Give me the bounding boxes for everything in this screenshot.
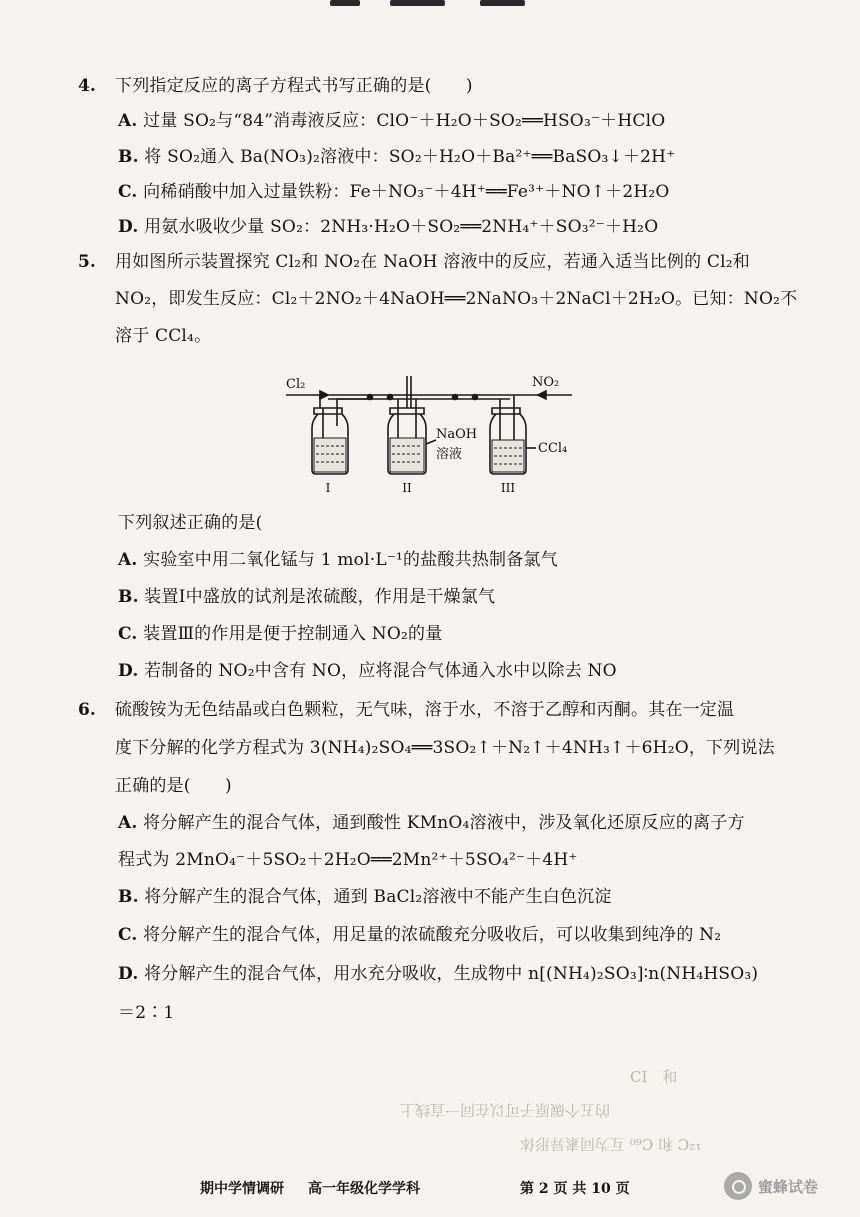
q5-option-b bbox=[118, 586, 495, 608]
q5-option-a bbox=[118, 549, 558, 571]
q5-stem-line-2: NO₂，即发生反应：Cl₂＋2NO₂＋4NaOH══2NaNO₃＋2NaCl＋2H₂O。已知：NO₂不 bbox=[115, 289, 798, 309]
q6-option-b bbox=[118, 886, 612, 908]
q6-option-d bbox=[118, 963, 758, 985]
watermark bbox=[724, 1170, 844, 1206]
q5-stem-line-1: 用如图所示装置探究 Cl₂和 NO₂在 NaOH 溶液中的反应，若通入适当比例的 Cl₂和 bbox=[115, 252, 750, 272]
q4-option-b-text: 将 SO₂通入 Ba(NO₃)₂溶液中：SO₂＋H₂O＋Ba²⁺══BaSO₃↓＋2H⁺ bbox=[144, 147, 676, 167]
top-edge-marks bbox=[330, 0, 560, 8]
q4-option-d-label: D. bbox=[118, 217, 139, 237]
label-cl2-inlet: Cl₂ bbox=[286, 377, 306, 392]
label-bottle-1: I bbox=[325, 481, 331, 495]
q6-stem-line-3: 正确的是( ) bbox=[115, 776, 232, 796]
q5-option-c-text: 装置Ⅲ的作用是便于控制通入 NO₂的量 bbox=[143, 624, 443, 644]
q6-stem-line-2: 度下分解的化学方程式为 3(NH₄)₂SO₄══3SO₂↑＋N₂↑＋4NH₃↑＋6H₂O，下列说法 bbox=[115, 738, 775, 758]
watermark-logo-icon bbox=[724, 1172, 752, 1200]
q4-number: 4. bbox=[78, 76, 96, 96]
q6-option-b-label: B. bbox=[118, 887, 139, 907]
label-bottle-3: III bbox=[500, 481, 516, 495]
q6-stem-line-1: 硫酸铵为无色结晶或白色颗粒，无气味，溶于水，不溶于乙醇和丙酮。其在一定温 bbox=[115, 700, 735, 720]
q6-option-d-label: D. bbox=[118, 964, 139, 984]
q5-option-d bbox=[118, 660, 617, 682]
q5-option-b-text: 装置Ⅰ中盛放的试剂是浓硫酸，作用是干燥氯气 bbox=[144, 587, 496, 607]
q5-option-c bbox=[118, 623, 442, 645]
footer-exam-name: 期中学情调研 bbox=[200, 1181, 284, 1197]
q4-option-b-label: B. bbox=[118, 147, 139, 167]
label-ccl4: CCl₄ bbox=[538, 441, 568, 456]
footer-page-number: 第 2 页 共 10 页 bbox=[520, 1181, 630, 1197]
q6-option-c bbox=[118, 924, 721, 946]
gas-apparatus-diagram bbox=[280, 368, 580, 498]
label-naoh: NaOH bbox=[436, 427, 478, 442]
q6-option-a-text-2: 程式为 2MnO₄⁻＋5SO₂＋2H₂O══2Mn²⁺＋5SO₄²⁻＋4H⁺ bbox=[118, 850, 578, 870]
q5-option-a-label: A. bbox=[118, 550, 138, 570]
q6-option-d-text-2: ＝2∶1 bbox=[118, 1003, 175, 1023]
q6-option-c-label: C. bbox=[118, 925, 138, 945]
q5-option-b-label: B. bbox=[118, 587, 139, 607]
q4-option-d bbox=[118, 216, 658, 238]
q4-option-b bbox=[118, 146, 675, 168]
footer-grade-subject: 高一年级化学学科 bbox=[308, 1181, 420, 1197]
bleed-text-1: 的五个碳原子可以在同一直线上 bbox=[400, 1101, 611, 1119]
q6-number: 6. bbox=[78, 700, 96, 720]
bleed-text-3: CI 和 bbox=[630, 1068, 678, 1086]
q6-option-d-text-1: 将分解产生的混合气体，用水充分吸收，生成物中 n[(NH₄)₂SO₃]∶n(NH₄HSO₃) bbox=[144, 964, 759, 984]
q5-stem-line-3: 溶于 CCl₄。 bbox=[115, 326, 212, 346]
bleed-text-2: ¹²C 和 C₆₀ 互为同素异形体 bbox=[520, 1135, 702, 1153]
q4-option-d-text: 用氨水吸收少量 SO₂：2NH₃·H₂O＋SO₂══2NH₄⁺＋SO₃²⁻＋H₂O bbox=[144, 217, 659, 237]
q5-option-c-label: C. bbox=[118, 624, 138, 644]
q5-number: 5. bbox=[78, 252, 96, 272]
q4-option-c-text: 向稀硝酸中加入过量铁粉：Fe＋NO₃⁻＋4H⁺══Fe³⁺＋NO↑＋2H₂O bbox=[143, 182, 670, 202]
q4-option-c bbox=[118, 181, 670, 203]
label-bottle-2: II bbox=[402, 481, 412, 495]
q5-option-d-text: 若制备的 NO₂中含有 NO，应将混合气体通入水中以除去 NO bbox=[144, 661, 617, 681]
q6-option-a-text-1: 将分解产生的混合气体，通到酸性 KMnO₄溶液中，涉及氧化还原反应的离子方 bbox=[143, 813, 745, 833]
q5-prompt: 下列叙述正确的是( bbox=[118, 513, 263, 533]
q6-option-b-text: 将分解产生的混合气体，通到 BaCl₂溶液中不能产生白色沉淀 bbox=[144, 887, 612, 907]
q6-option-c-text: 将分解产生的混合气体，用足量的浓硫酸充分吸收后，可以收集到纯净的 N₂ bbox=[143, 925, 722, 945]
q4-option-a-text: 过量 SO₂与“84”消毒液反应：ClO⁻＋H₂O＋SO₂══HSO₃⁻＋HClO bbox=[143, 111, 666, 131]
q4-option-a-label: A. bbox=[118, 111, 138, 131]
q4-option-a bbox=[118, 110, 665, 132]
q6-option-a bbox=[118, 812, 745, 834]
watermark-text: 蜜蜂试卷 bbox=[758, 1178, 819, 1196]
q6-option-a-label: A. bbox=[118, 813, 138, 833]
q5-option-a-text: 实验室中用二氧化锰与 1 mol·L⁻¹的盐酸共热制备氯气 bbox=[143, 550, 558, 570]
q4-stem: 下列指定反应的离子方程式书写正确的是( ) bbox=[115, 76, 473, 96]
q5-option-d-label: D. bbox=[118, 661, 139, 681]
label-solution: 溶液 bbox=[436, 447, 463, 462]
label-no2-inlet: NO₂ bbox=[532, 375, 560, 390]
q4-option-c-label: C. bbox=[118, 182, 138, 202]
